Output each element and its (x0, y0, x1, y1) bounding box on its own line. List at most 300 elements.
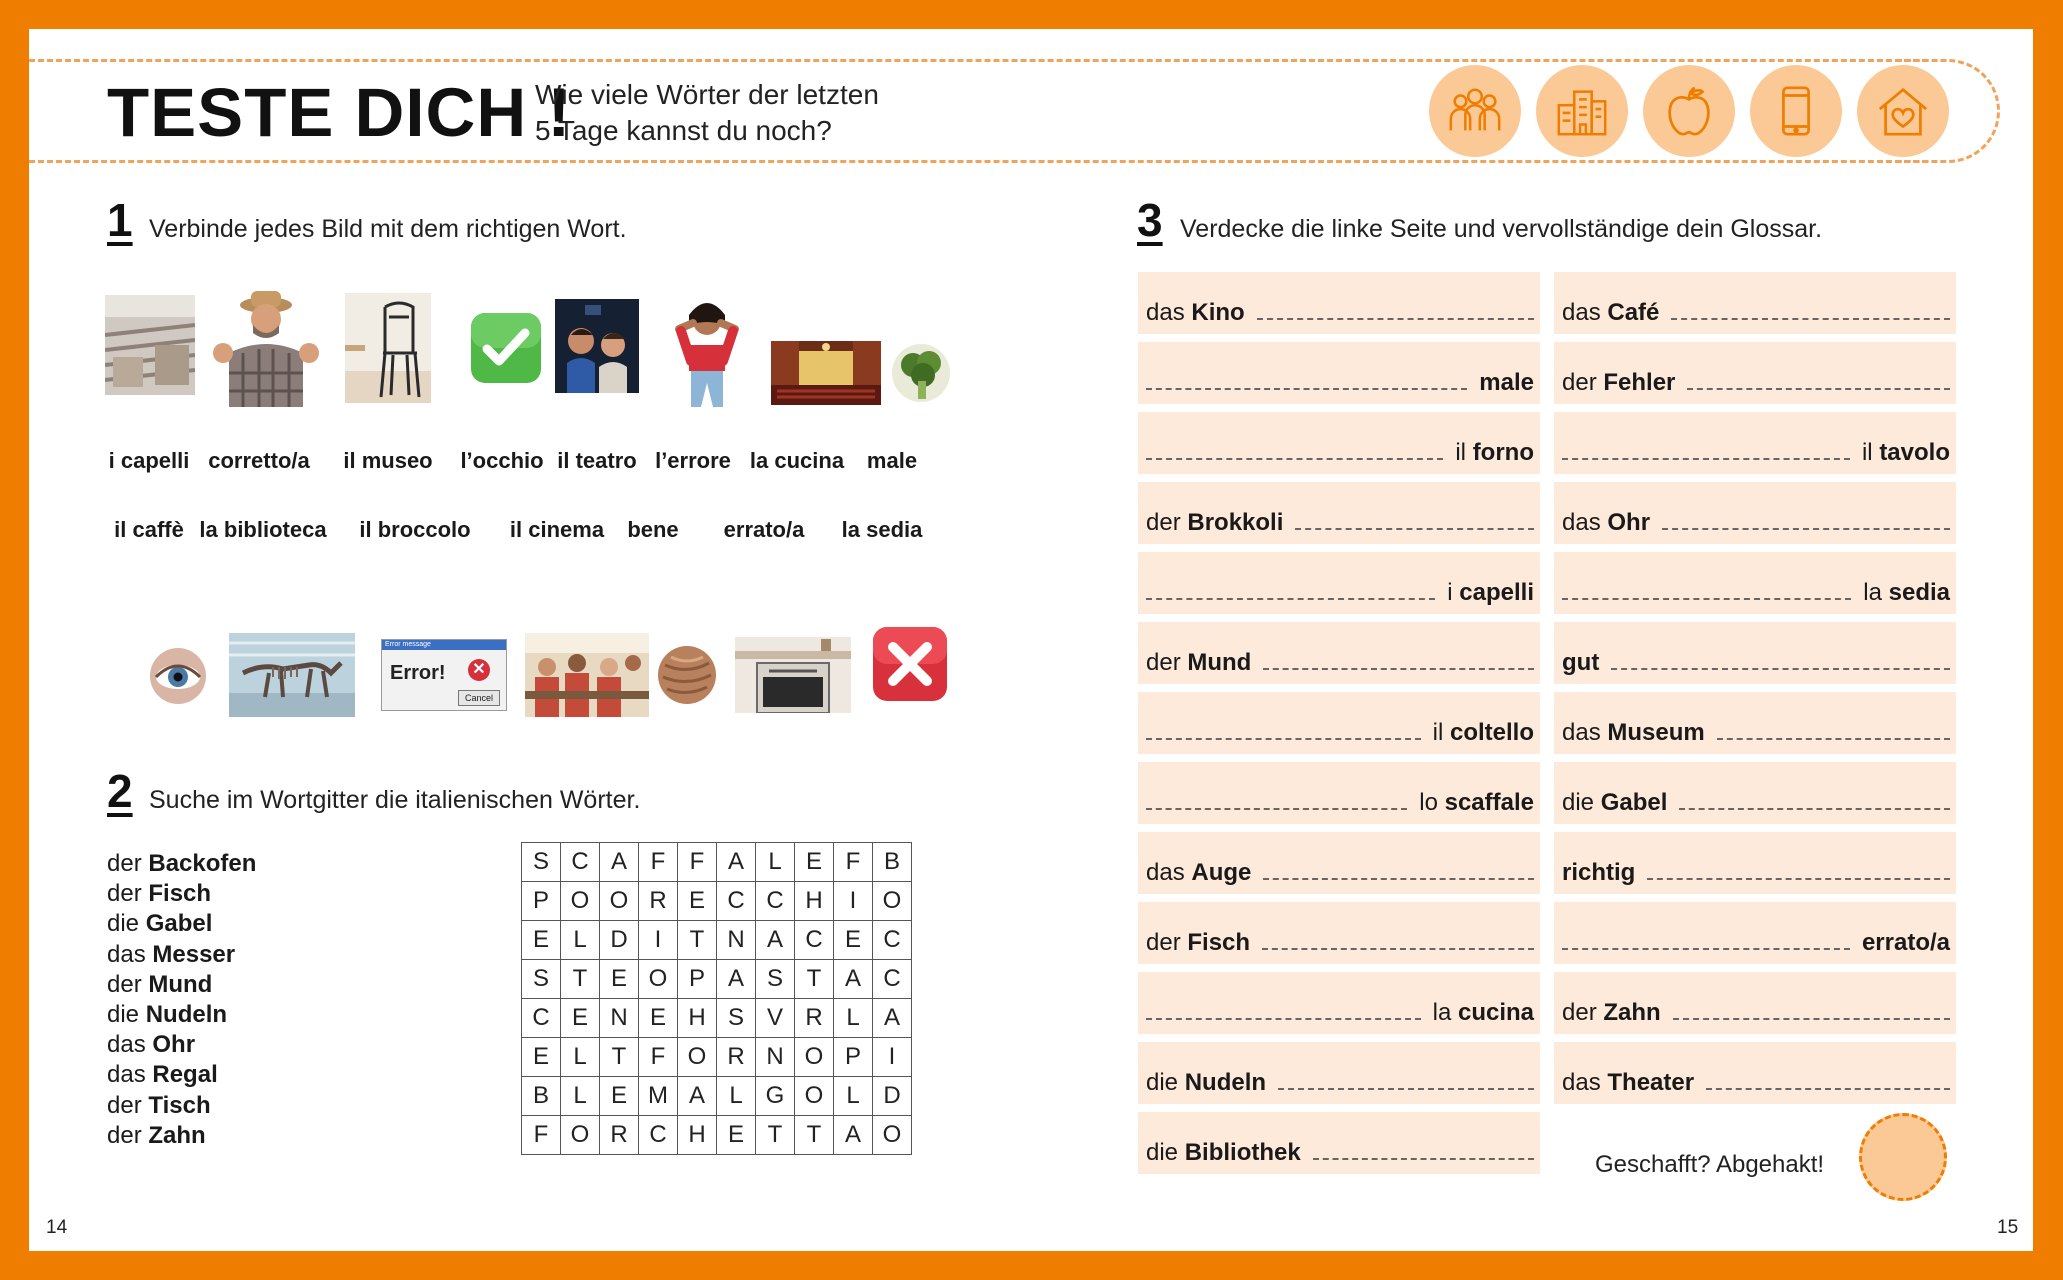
grid-cell[interactable]: E (678, 882, 717, 921)
glossary-entry (1138, 832, 1540, 894)
grid-cell[interactable]: E (522, 1038, 561, 1077)
grid-cell[interactable]: A (600, 843, 639, 882)
answer-blank[interactable] (1562, 598, 1851, 600)
match-word[interactable]: il cinema (509, 517, 605, 542)
grid-cell[interactable]: F (639, 843, 678, 882)
glossary-article: la (1863, 579, 1882, 606)
glossary-entry (1138, 692, 1540, 754)
grid-cell[interactable]: I (639, 921, 678, 960)
glossary-text (1562, 1000, 1661, 1026)
grid-cell[interactable]: L (834, 999, 873, 1038)
subtitle-line-1: Wie viele Wörter der letzten (535, 79, 879, 110)
grid-cell[interactable]: C (756, 882, 795, 921)
glossary-article: der (1146, 649, 1181, 676)
glossary-article: das (1146, 859, 1185, 886)
error-dialog-text: Error! (390, 662, 446, 684)
grid-cell[interactable]: N (756, 1038, 795, 1077)
grid-cell[interactable]: T (561, 960, 600, 999)
glossary-article: die (1562, 789, 1595, 816)
glossary-line (1146, 1000, 1534, 1026)
glossary-entry (1138, 622, 1540, 684)
grid-cell[interactable]: H (678, 999, 717, 1038)
grid-cell[interactable]: T (600, 1038, 639, 1077)
grid-cell[interactable]: O (678, 1038, 717, 1077)
glossary-entry (1138, 972, 1540, 1034)
glossary-line (1562, 790, 1950, 816)
glossary-word: richtig (1562, 859, 1636, 886)
grid-cell[interactable]: S (522, 960, 561, 999)
glossary-line (1562, 650, 1950, 676)
match-word[interactable]: i capelli (108, 448, 190, 473)
answer-blank[interactable] (1146, 458, 1443, 460)
glossary-article: la (1432, 999, 1452, 1026)
glossary-word: Auge (1191, 859, 1252, 886)
grid-cell[interactable]: A (756, 921, 795, 960)
glossary-word: gut (1562, 649, 1600, 676)
glossary-text (1455, 440, 1534, 466)
glossary-entry (1554, 482, 1956, 544)
grid-cell[interactable]: O (795, 1077, 834, 1116)
answer-blank[interactable] (1562, 458, 1850, 460)
answer-blank[interactable] (1562, 948, 1850, 950)
grid-cell[interactable]: C (873, 921, 912, 960)
vocab-item (107, 1121, 256, 1151)
glossary-word: Mund (1187, 649, 1252, 676)
grid-cell[interactable]: H (795, 882, 834, 921)
glossary-word: cucina (1457, 999, 1534, 1026)
grid-cell[interactable]: F (522, 1116, 561, 1155)
glossary-article: das (1562, 509, 1601, 536)
error-dialog-image (381, 639, 507, 711)
glossary-entry (1138, 902, 1540, 964)
grid-cell[interactable]: C (795, 921, 834, 960)
glossary-entry (1554, 902, 1956, 964)
vocab-article: der (107, 970, 142, 998)
error-dialog-cancel-button: Cancel (458, 690, 500, 706)
vocab-word: Ohr (152, 1031, 196, 1059)
vocab-word: Regal (152, 1061, 218, 1089)
glossary-text (1146, 1140, 1301, 1166)
match-word[interactable]: l’occhio (460, 448, 544, 473)
glossary-entry (1554, 692, 1956, 754)
section-3-number: 3 (1137, 194, 1163, 246)
glossary-text (1447, 580, 1534, 606)
glossary-line (1146, 1140, 1534, 1166)
grid-cell[interactable]: O (873, 1116, 912, 1155)
grid-cell[interactable]: E (600, 960, 639, 999)
glossary-word: errato/a (1861, 929, 1950, 956)
glossary-text (1146, 1070, 1266, 1096)
answer-blank[interactable] (1146, 738, 1421, 740)
glossary-entry (1138, 1042, 1540, 1104)
glossary-line (1562, 930, 1950, 956)
answer-blank[interactable] (1263, 668, 1534, 670)
page-number-right: 15 (1997, 1217, 2019, 1238)
grid-row (522, 1038, 912, 1077)
grid-cell[interactable]: E (600, 1077, 639, 1116)
glossary-word: Nudeln (1184, 1069, 1267, 1096)
apple-icon (1643, 65, 1735, 157)
vocab-item (107, 849, 256, 879)
grid-cell[interactable]: M (639, 1077, 678, 1116)
glossary-entry (1554, 832, 1956, 894)
match-word[interactable]: male (866, 448, 918, 473)
answer-blank[interactable] (1257, 318, 1534, 320)
glossary-article: il (1432, 719, 1444, 746)
glossary-entry (1554, 552, 1956, 614)
answer-blank[interactable] (1687, 388, 1950, 390)
grid-cell[interactable]: F (834, 843, 873, 882)
match-word[interactable]: la sedia (841, 517, 923, 542)
grid-cell[interactable]: O (639, 960, 678, 999)
grid-row (522, 1116, 912, 1155)
grid-cell[interactable]: E (561, 999, 600, 1038)
section-2-vocab-list (107, 849, 256, 1151)
grid-row (522, 960, 912, 999)
vocab-article: der (107, 1091, 142, 1119)
vocab-word: Backofen (148, 850, 257, 877)
glossary-text (1146, 860, 1251, 886)
vocab-article: die (107, 910, 140, 938)
glossary-line (1146, 650, 1534, 676)
glossary-entry (1554, 972, 1956, 1034)
grid-row (522, 1077, 912, 1116)
grid-cell[interactable]: T (756, 1116, 795, 1155)
glossary-entry (1554, 412, 1956, 474)
done-checkbox[interactable] (1859, 1113, 1947, 1201)
glossary-text (1862, 930, 1950, 956)
grid-cell[interactable]: A (873, 999, 912, 1038)
match-word[interactable]: il teatro (557, 448, 637, 473)
vocab-item (107, 970, 256, 1000)
glossary-word: Kino (1191, 299, 1245, 326)
smartphone-icon (1750, 65, 1842, 157)
glossary-word: Bibliothek (1184, 1139, 1301, 1166)
glossary-line (1562, 720, 1950, 746)
glossary-word: male (1479, 369, 1534, 396)
match-word[interactable]: la biblioteca (199, 517, 327, 542)
grid-cell[interactable]: T (795, 1116, 834, 1155)
glossary-text (1562, 300, 1659, 326)
grid-cell[interactable]: I (873, 1038, 912, 1077)
man-thumbs-up-photo (207, 283, 325, 407)
glossary-entry (1554, 342, 1956, 404)
grid-cell[interactable]: E (639, 999, 678, 1038)
grid-cell[interactable]: O (561, 1116, 600, 1155)
grid-cell[interactable]: S (756, 960, 795, 999)
glossary-entry (1554, 272, 1956, 334)
grid-cell[interactable]: L (717, 1077, 756, 1116)
answer-blank[interactable] (1146, 808, 1407, 810)
glossary-text (1862, 440, 1950, 466)
glossary-entry (1138, 412, 1540, 474)
page-title: TESTE DICH ! (107, 74, 572, 151)
grid-cell[interactable]: C (873, 960, 912, 999)
grid-cell[interactable]: D (600, 921, 639, 960)
grid-cell[interactable]: L (561, 1038, 600, 1077)
grid-cell[interactable]: P (678, 960, 717, 999)
glossary-text (1146, 510, 1283, 536)
grid-cell[interactable]: B (522, 1077, 561, 1116)
glossary-line (1146, 860, 1534, 886)
grid-row (522, 843, 912, 882)
glossary-word: sedia (1888, 579, 1950, 606)
grid-cell[interactable]: C (639, 1116, 678, 1155)
answer-blank[interactable] (1146, 388, 1467, 390)
glossary-word: capelli (1459, 579, 1534, 606)
glossary-text (1562, 860, 1635, 886)
glossary-article: die (1146, 1139, 1179, 1166)
page-number-left: 14 (46, 1217, 68, 1238)
grid-cell[interactable]: V (756, 999, 795, 1038)
answer-blank[interactable] (1278, 1088, 1534, 1090)
glossary-text (1146, 650, 1251, 676)
grid-cell[interactable]: I (834, 882, 873, 921)
grid-cell[interactable]: L (756, 843, 795, 882)
glossary-article: i (1447, 579, 1453, 606)
vocab-word: Tisch (148, 1091, 211, 1119)
library-photo (105, 295, 195, 395)
answer-blank[interactable] (1146, 1018, 1421, 1020)
answer-blank[interactable] (1262, 948, 1534, 950)
glossary-entry (1554, 762, 1956, 824)
glossary-entry (1138, 272, 1540, 334)
glossary-word: tavolo (1879, 439, 1950, 466)
vocab-item (107, 1091, 256, 1121)
vocab-article: der (107, 850, 142, 877)
grid-cell[interactable]: D (873, 1077, 912, 1116)
glossary-line (1562, 300, 1950, 326)
glossary-word: forno (1472, 439, 1534, 466)
grid-cell[interactable]: R (795, 999, 834, 1038)
grid-cell[interactable]: N (717, 921, 756, 960)
grid-cell[interactable]: P (522, 882, 561, 921)
glossary-entry (1554, 622, 1956, 684)
grid-cell[interactable]: O (600, 882, 639, 921)
grid-cell[interactable]: E (834, 921, 873, 960)
grid-cell[interactable]: E (717, 1116, 756, 1155)
grid-cell[interactable]: R (717, 1038, 756, 1077)
glossary-article: der (1146, 509, 1181, 536)
grid-cell[interactable]: A (717, 960, 756, 999)
vocab-word: Fisch (148, 880, 212, 908)
vocab-article: das (107, 940, 146, 968)
answer-blank[interactable] (1671, 318, 1950, 320)
vocab-item (107, 940, 256, 970)
glossary-line (1562, 1000, 1950, 1026)
grid-cell[interactable]: B (873, 843, 912, 882)
glossary-line (1562, 580, 1950, 606)
vocab-article: das (107, 1031, 146, 1059)
glossary-line (1146, 720, 1534, 746)
grid-cell[interactable]: F (678, 843, 717, 882)
vocab-item (107, 1060, 256, 1090)
grid-cell[interactable]: E (522, 921, 561, 960)
match-word[interactable]: corretto/a (208, 448, 310, 473)
glossary-line (1146, 790, 1534, 816)
glossary-article: das (1562, 1069, 1601, 1096)
glossary-line (1562, 860, 1950, 886)
answer-blank[interactable] (1146, 598, 1435, 600)
glossary-article: die (1146, 1069, 1179, 1096)
museum-dinosaur-photo (229, 633, 355, 717)
glossary-line (1146, 1070, 1534, 1096)
section-3-instruction: Verdecke die linke Seite und vervollständige dein Glossar. (1180, 215, 1823, 243)
glossary-entry (1554, 1042, 1956, 1104)
girl-covering-ears-photo (659, 295, 755, 407)
glossary-word: Theater (1607, 1069, 1695, 1096)
glossary-article: lo (1419, 789, 1438, 816)
glossary-text (1562, 790, 1667, 816)
house-heart-icon (1857, 65, 1949, 157)
glossary-text (1146, 300, 1245, 326)
answer-blank[interactable] (1647, 878, 1950, 880)
glossary-text (1479, 370, 1534, 396)
glossary-text (1433, 720, 1534, 746)
glossary-word: Zahn (1603, 999, 1661, 1026)
grid-cell[interactable]: F (639, 1038, 678, 1077)
glossary-article: il (1455, 439, 1467, 466)
grid-row (522, 999, 912, 1038)
grid-cell[interactable]: T (678, 921, 717, 960)
grid-cell[interactable]: R (639, 882, 678, 921)
grid-cell[interactable]: A (834, 1116, 873, 1155)
glossary-article: der (1146, 929, 1181, 956)
answer-blank[interactable] (1717, 738, 1950, 740)
glossary-word: coltello (1449, 719, 1534, 746)
city-buildings-icon (1536, 65, 1628, 157)
grid-cell[interactable]: G (756, 1077, 795, 1116)
glossary-article: der (1562, 999, 1597, 1026)
grid-cell[interactable]: S (717, 999, 756, 1038)
grid-cell[interactable]: N (600, 999, 639, 1038)
grid-cell[interactable]: S (522, 843, 561, 882)
vocab-article: der (107, 880, 142, 908)
match-word[interactable]: errato/a (723, 517, 805, 542)
glossary-line (1146, 440, 1534, 466)
answer-blank[interactable] (1295, 528, 1534, 530)
vocab-item (107, 909, 256, 939)
glossary-word: Brokkoli (1187, 509, 1284, 536)
grid-cell[interactable]: L (834, 1077, 873, 1116)
match-word[interactable]: il caffè (114, 517, 184, 542)
glossary-text (1562, 370, 1675, 396)
glossary-entry (1138, 552, 1540, 614)
broccoli-photo (891, 343, 951, 403)
answer-blank[interactable] (1662, 528, 1950, 530)
glossary-line (1562, 440, 1950, 466)
red-x-icon (871, 625, 949, 703)
match-word[interactable]: l’errore (655, 448, 731, 473)
header-border-top (29, 59, 1928, 62)
word-search-grid (521, 842, 912, 1155)
glossary-article: das (1146, 299, 1185, 326)
glossary-article: der (1562, 369, 1597, 396)
grid-cell[interactable]: E (795, 843, 834, 882)
glossary-text (1433, 1000, 1534, 1026)
eye-photo (149, 647, 207, 705)
grid-cell[interactable]: L (561, 1077, 600, 1116)
glossary-line (1562, 370, 1950, 396)
glossary-entry (1138, 762, 1540, 824)
vocab-word: Nudeln (145, 1001, 228, 1029)
glossary-text (1562, 650, 1599, 676)
answer-blank[interactable] (1679, 808, 1950, 810)
grid-cell[interactable]: T (795, 960, 834, 999)
glossary-article: il (1861, 439, 1873, 466)
theatre-hall-photo (771, 341, 881, 405)
grid-cell[interactable]: C (522, 999, 561, 1038)
glossary-text (1863, 580, 1950, 606)
glossary-line (1146, 300, 1534, 326)
match-word[interactable]: la cucina (749, 448, 845, 473)
glossary-entry (1138, 342, 1540, 404)
workbook-spread (29, 29, 2033, 1251)
glossary-text (1146, 930, 1250, 956)
grid-cell[interactable]: O (873, 882, 912, 921)
glossary-line (1146, 930, 1534, 956)
vocab-word: Messer (152, 940, 236, 968)
grid-cell[interactable]: C (561, 843, 600, 882)
grid-cell[interactable]: H (678, 1116, 717, 1155)
kitchen-oven-photo (735, 637, 851, 713)
glossary-word: Gabel (1600, 789, 1668, 816)
match-word[interactable]: il museo (343, 448, 433, 473)
glossary-line (1562, 1070, 1950, 1096)
hair-photo (657, 645, 717, 705)
answer-blank[interactable] (1611, 668, 1950, 670)
grid-cell[interactable]: A (678, 1077, 717, 1116)
vocab-article: die (107, 1001, 140, 1029)
header-border-bottom (29, 160, 1928, 163)
grid-cell[interactable]: R (600, 1116, 639, 1155)
grid-cell[interactable]: P (834, 1038, 873, 1077)
glossary-line (1146, 370, 1534, 396)
done-label: Geschafft? Abgehakt! (1595, 1151, 1825, 1178)
section-2-number: 2 (107, 765, 133, 817)
glossary-line (1146, 580, 1534, 606)
answer-blank[interactable] (1313, 1158, 1534, 1160)
glossary-article: das (1562, 299, 1601, 326)
match-word[interactable]: il broccolo (359, 517, 471, 542)
grid-cell[interactable]: A (717, 843, 756, 882)
grid-cell[interactable]: O (795, 1038, 834, 1077)
answer-blank[interactable] (1673, 1018, 1950, 1020)
grid-cell[interactable]: L (561, 921, 600, 960)
grid-cell[interactable]: C (717, 882, 756, 921)
answer-blank[interactable] (1706, 1088, 1950, 1090)
glossary-article: das (1562, 719, 1601, 746)
grid-cell[interactable]: A (834, 960, 873, 999)
glossary-text (1562, 510, 1650, 536)
glossary-text (1562, 720, 1705, 746)
chair-photo (345, 293, 431, 403)
glossary-text (1419, 790, 1534, 816)
match-word[interactable]: bene (627, 517, 679, 542)
grid-cell[interactable]: O (561, 882, 600, 921)
vocab-item (107, 879, 256, 909)
grid-row (522, 882, 912, 921)
error-x-icon: ✕ (468, 659, 490, 681)
grid-row (522, 921, 912, 960)
answer-blank[interactable] (1263, 878, 1534, 880)
glossary-word: Museum (1607, 719, 1705, 746)
page-subtitle (535, 77, 879, 149)
glossary-word: Fisch (1187, 929, 1251, 956)
vocab-item (107, 1030, 256, 1060)
cinema-audience-photo (555, 299, 639, 393)
cafe-photo (525, 633, 649, 717)
